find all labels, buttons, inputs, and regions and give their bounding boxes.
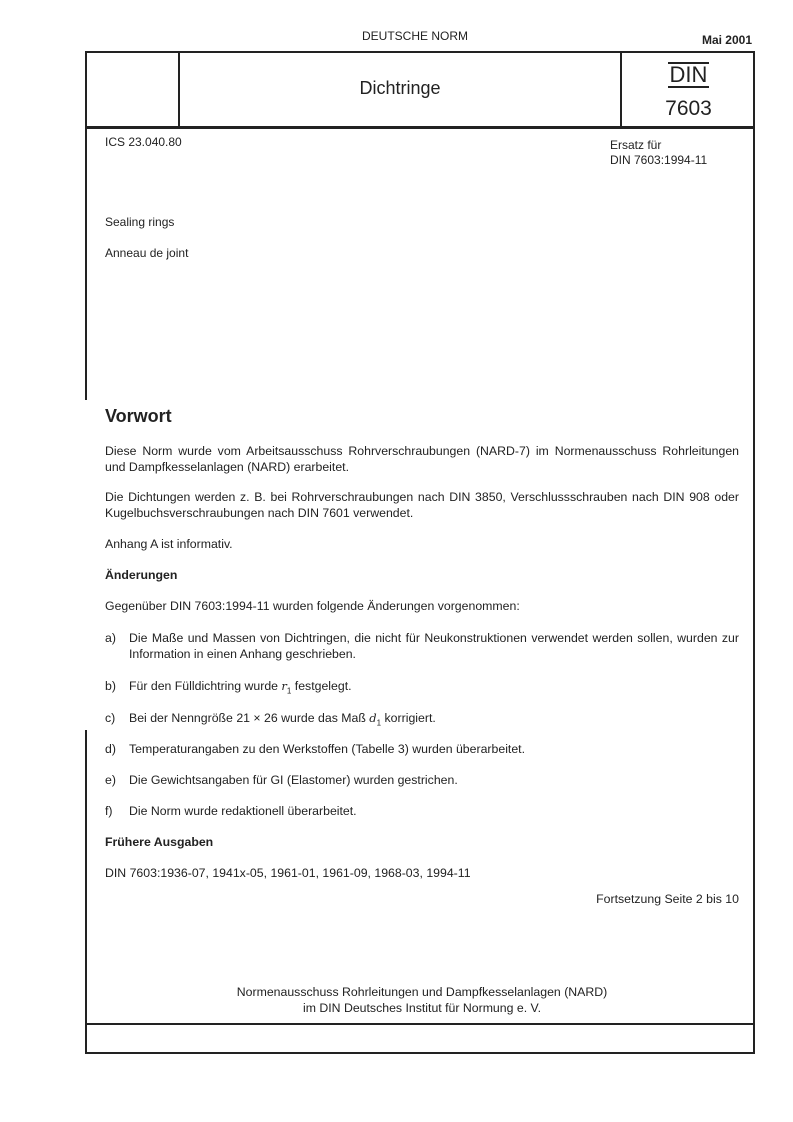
symbol-d: d bbox=[369, 711, 377, 725]
change-item-d bbox=[105, 741, 739, 757]
change-item-text: Die Norm wurde redaktionell überarbeitet. bbox=[129, 804, 357, 818]
earlier-editions-heading: Frühere Ausgaben bbox=[105, 835, 214, 849]
foreword-para-2: Die Dichtungen werden z. B. bei Rohrverschraubungen nach DIN 3850, Verschlussschrauben nach DIN 908 oder Kugelbuchsverschraubungen nach DIN 7601 verwendet. bbox=[105, 490, 739, 520]
change-item-b bbox=[105, 678, 739, 699]
symbol-sub: 1 bbox=[286, 686, 292, 696]
change-text-before: Für den Fülldichtring wurde bbox=[129, 679, 278, 693]
change-item-c bbox=[105, 710, 739, 731]
change-item-marker: b) bbox=[105, 679, 116, 693]
change-item-text bbox=[129, 710, 739, 731]
doc-type-label: DEUTSCHE NORM bbox=[361, 29, 468, 43]
change-item-text: Die Gewichtsangaben für GI (Elastomer) wurden gestrichen. bbox=[129, 773, 458, 787]
change-text-after: korrigiert. bbox=[384, 711, 436, 725]
footer-line-1: Normenausschuss Rohrleitungen und Dampfkesselanlagen (NARD) bbox=[236, 985, 608, 999]
din-number: 7603 bbox=[665, 97, 712, 120]
foreword-para-3: Anhang A ist informativ. bbox=[105, 537, 233, 551]
change-item-text bbox=[129, 678, 739, 699]
border-gap bbox=[84, 400, 89, 730]
symbol-sub: 1 bbox=[376, 718, 382, 728]
title-french: Anneau de joint bbox=[105, 246, 189, 260]
change-text-before: Bei der Nenngröße 21 × 26 wurde das Maß bbox=[129, 711, 366, 725]
changes-heading: Änderungen bbox=[105, 568, 178, 582]
din-logo bbox=[622, 62, 755, 88]
change-item-marker: d) bbox=[105, 742, 116, 756]
change-text-after: festgelegt. bbox=[294, 679, 352, 693]
footer-line-2: im DIN Deutsches Institut für Normung e. V. bbox=[302, 1001, 542, 1015]
change-item-marker: e) bbox=[105, 773, 116, 787]
change-item-f bbox=[105, 803, 739, 819]
change-item-marker: a) bbox=[105, 631, 116, 645]
replaces-label: Ersatz für bbox=[610, 138, 662, 152]
earlier-editions-text: DIN 7603:1936-07, 1941x-05, 1961-01, 1961-09, 1968-03, 1994-11 bbox=[105, 866, 471, 880]
change-item-text: Die Maße und Massen von Dichtringen, die nicht für Neukonstruktionen verwendet werden sollen, wurden zur Information in einen Anhang geschrieben. bbox=[129, 631, 739, 661]
changes-intro: Gegenüber DIN 7603:1994-11 wurden folgende Änderungen vorgenommen: bbox=[105, 599, 520, 613]
change-item-text: Temperaturangaben zu den Werkstoffen (Tabelle 3) wurden überarbeitet. bbox=[129, 742, 526, 756]
foreword-heading: Vorwort bbox=[105, 406, 172, 426]
issue-date: Mai 2001 bbox=[701, 33, 752, 47]
change-item-a bbox=[105, 630, 739, 662]
foreword-para-1: Diese Norm wurde vom Arbeitsausschuss Rohrverschraubungen (NARD-7) im Normenausschuss Rohrleitungen und Dampfkesselanlagen (NARD) erarbeitet. bbox=[105, 444, 739, 474]
change-item-marker: c) bbox=[105, 711, 116, 725]
ics-code: ICS 23.040.80 bbox=[105, 135, 182, 149]
header-divider bbox=[85, 126, 755, 129]
symbol-r: r bbox=[281, 679, 287, 693]
continuation-note: Fortsetzung Seite 2 bis 10 bbox=[596, 892, 739, 906]
change-item-marker: f) bbox=[105, 804, 113, 818]
replaces-value: DIN 7603:1994-11 bbox=[610, 153, 708, 167]
change-item-e bbox=[105, 772, 739, 788]
din-logo-text: DIN bbox=[669, 62, 708, 87]
replaces-block bbox=[610, 138, 707, 168]
footer-divider bbox=[85, 1023, 755, 1025]
title-english: Sealing rings bbox=[105, 215, 175, 229]
page-title: Dichtringe bbox=[359, 78, 441, 98]
